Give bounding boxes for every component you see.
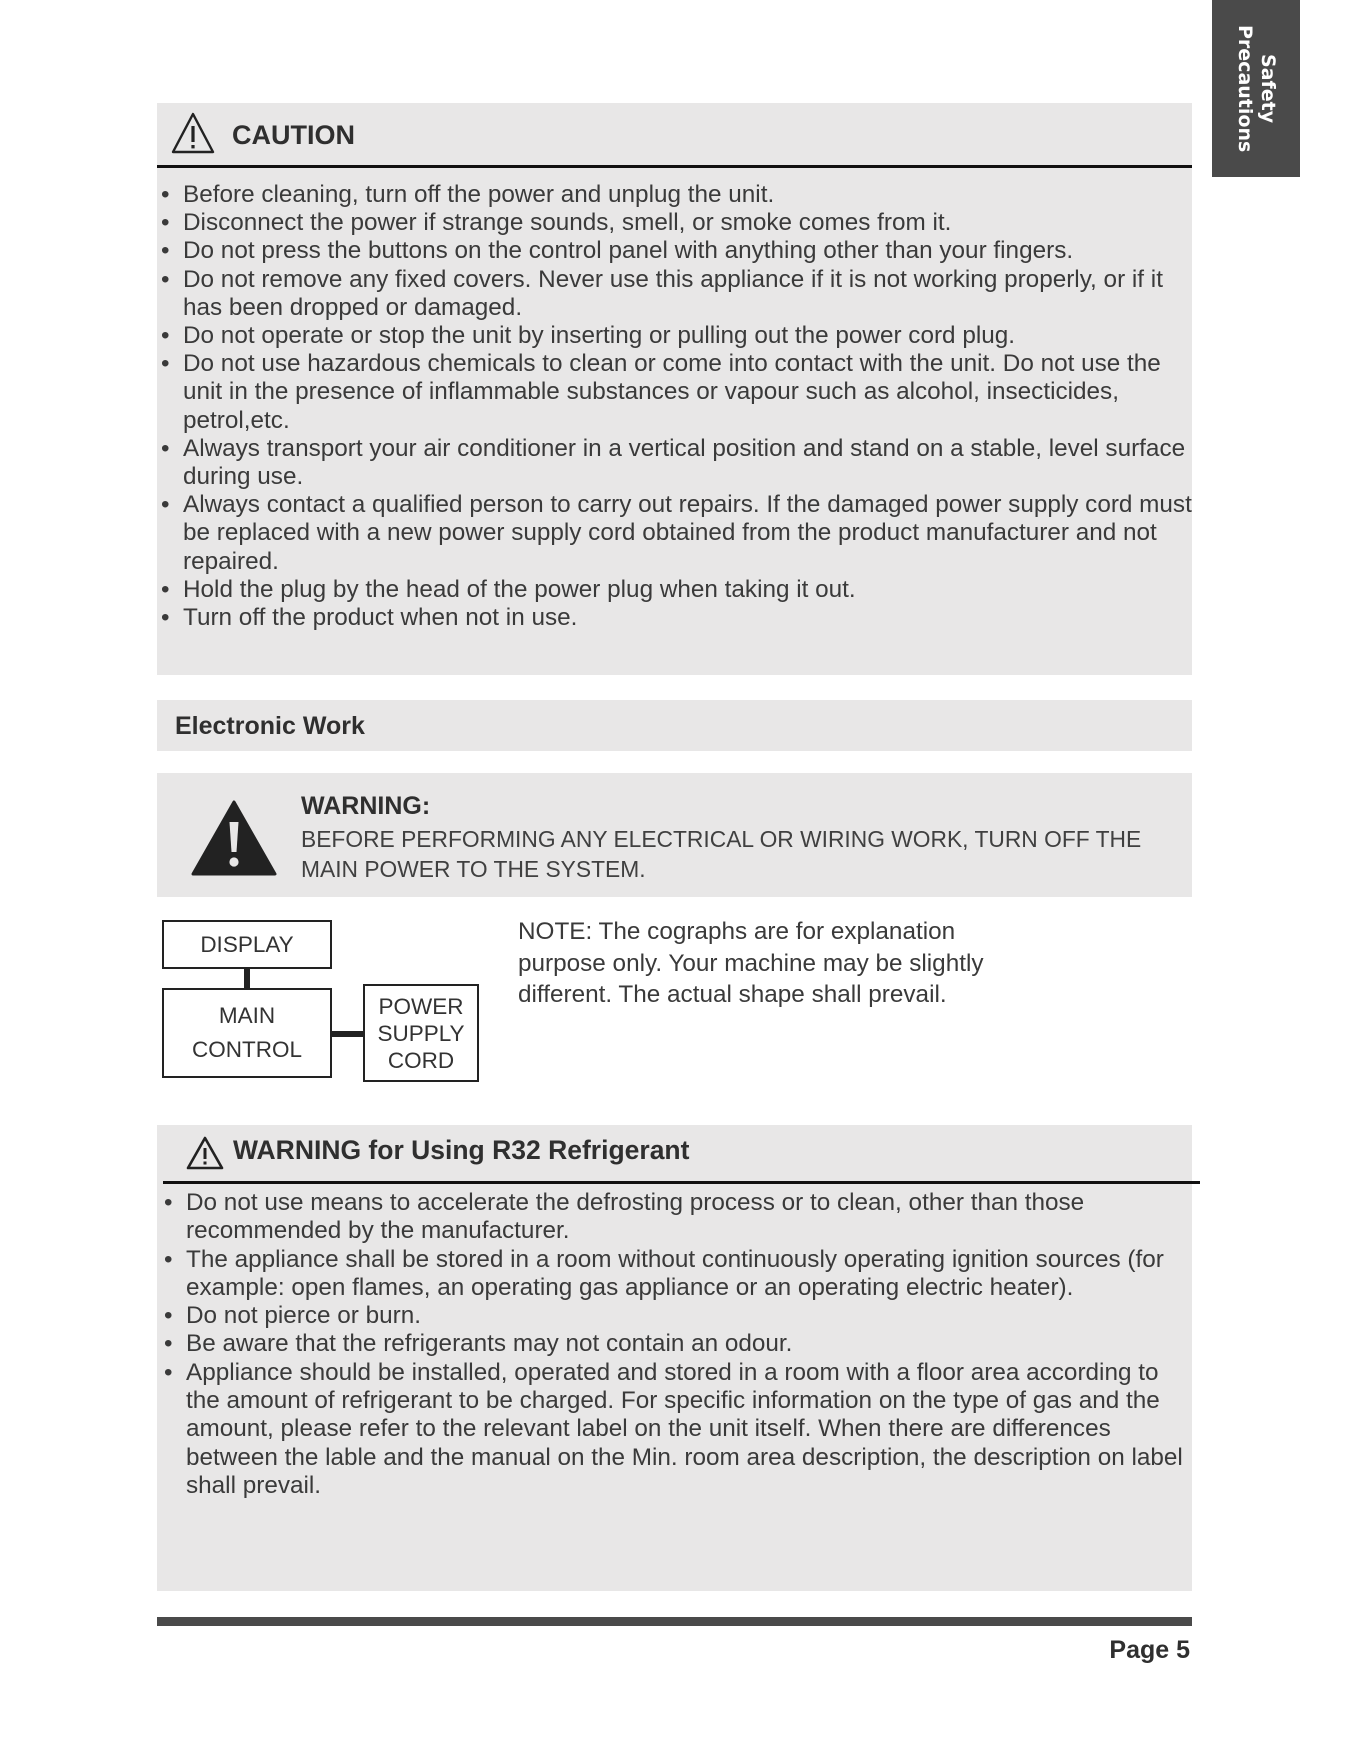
list-item: • Do not press the buttons on the control panel with anything other than your fingers. [161, 237, 1074, 265]
list-item: • Do not use means to accelerate the defrosting process or to clean, other than those recommended by the manufacturer. [164, 1189, 1085, 1245]
list-item: • The appliance shall be stored in a room without continuously operating ignition sources (for example: open flames, an operating gas appliance or an operating electric heater). [164, 1245, 1164, 1301]
warning-triangle-icon [170, 111, 216, 155]
caution-header [157, 103, 1192, 168]
list-item: • Hold the plug by the head of the power plug when taking it out. [161, 575, 856, 603]
list-item: • Before cleaning, turn off the power and unplug the unit. [161, 181, 775, 208]
section-tab-line1: Safety [1257, 53, 1279, 124]
caution-title: CAUTION [232, 120, 355, 150]
diagram-note: NOTE: The cographs are for explanation purpose only. Your machine may be slightly different. The actual shape shall prevail. [518, 918, 984, 1008]
warning-text: BEFORE PERFORMING ANY ELECTRICAL OR WIRING WORK, TURN OFF THE MAIN POWER TO THE SYSTEM. [301, 826, 1142, 882]
power-supply-cord-box: POWER SUPPLY CORD [363, 984, 479, 1082]
list-item: • Do not remove any fixed covers. Never use this appliance if it is not working properly, or if it has been dropped or damaged. [161, 265, 1163, 321]
r32-list [160, 1189, 1195, 1500]
list-item: • Do not operate or stop the unit by inserting or pulling out the power cord plug. [161, 322, 1016, 350]
footer-rule [157, 1617, 1192, 1626]
connector-line [244, 969, 250, 989]
list-item: • Do not use hazardous chemicals to clean or come into contact with the unit. Do not use the unit in the presence of inflammable substances or vapour such as alcohol, insecticides, petrol,etc. [161, 350, 1161, 434]
section-tab-line2: Precautions [1234, 24, 1256, 153]
list-item: • Turn off the product when not in use. [161, 604, 578, 632]
wiring-warning-panel [157, 773, 1192, 897]
electronic-work-panel [157, 700, 1192, 751]
warning-exclamation-icon [191, 800, 277, 876]
connector-line [332, 1031, 363, 1037]
warning-title: WARNING: [301, 792, 431, 820]
caution-list [157, 181, 1195, 632]
list-item: • Disconnect the power if strange sounds, smell, or smoke comes from it. [161, 209, 952, 237]
page-number: Page 5 [1109, 1636, 1190, 1664]
list-item: • Always transport your air conditioner in a vertical position and stand on a stable, level surface during use. [161, 434, 1186, 491]
warning-triangle-icon [185, 1135, 225, 1171]
display-box: DISPLAY [162, 920, 332, 969]
list-item: • Be aware that the refrigerants may not contain an odour. [164, 1330, 793, 1358]
list-item: • Do not pierce or burn. [164, 1302, 421, 1330]
main-control-box: MAIN CONTROL [162, 988, 332, 1078]
section-tab [1212, 0, 1300, 177]
list-item: • Always contact a qualified person to carry out repairs. If the damaged power supply cord must be replaced with a new power supply cord obtained from the product manufacturer and not repaired. [161, 491, 1192, 575]
list-item: • Appliance should be installed, operated and stored in a room with a floor area according to the amount of refrigerant to be charged. For specific information on the type of gas and the amount, please refer to the relevant label on the unit itself. When there are differences between the lable and the manual on the Min. room area description, the description on label shall prevail. [164, 1358, 1183, 1499]
r32-title: WARNING for Using R32 Refrigerant [233, 1135, 690, 1165]
electronic-work-title: Electronic Work [175, 712, 365, 740]
r32-header [163, 1125, 1200, 1184]
caution-panel [157, 103, 1192, 675]
r32-warning-panel [157, 1125, 1192, 1591]
